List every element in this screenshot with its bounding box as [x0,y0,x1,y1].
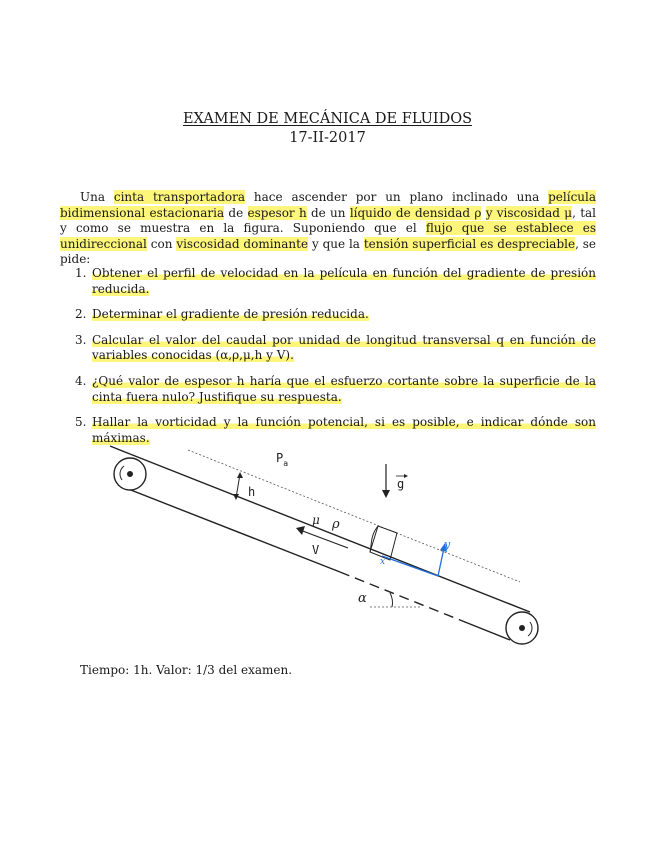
intro-text: y que la [308,236,364,251]
x-axis-line [382,556,438,576]
question-text: Determinar el gradiente de presión reducida. [92,307,369,322]
x-axis-label: x [380,557,386,567]
velocity-profile-sketch [370,526,397,560]
question-text: ¿Qué valor de espesor h haría que el esfuerzo cortante sobre la superficie de la cinta fuera nulo? Justifique su respuesta. [92,373,596,404]
free-surface-line [188,450,520,582]
arrow-head-icon [382,490,390,498]
belt-velocity-arrow [300,530,348,548]
angle-arc [390,593,392,607]
highlight-tension: tensión superficial es despreciable [363,236,576,251]
intro-text: , se pide: [60,236,597,267]
conveyor-belt-figure [100,440,560,660]
arrow-head-icon [404,474,408,478]
intro-text: con [146,236,177,251]
question-item [60,333,596,364]
belt-top-line [130,454,530,612]
question-number: 5. [75,415,87,430]
intro-text: de un [306,205,350,220]
exam-footer: Tiempo: 1h. Valor: 1/3 del examen. [80,663,293,677]
pressure-label-main: P [276,451,284,465]
highlight-densidad: líquido de densidad ρ [349,205,482,220]
viscosity-label: μ [312,513,320,527]
pressure-label [276,451,288,468]
problem-statement [60,190,596,268]
question-item [60,374,596,405]
question-number: 1. [75,266,87,280]
arrow-head-icon [296,526,305,535]
left-roller-axle [127,471,133,477]
exam-date: 17-II-2017 [289,130,366,146]
velocity-label: V [312,543,320,557]
exam-header [0,110,655,148]
question-text: Calcular el valor del caudal por unidad de longitud transversal q en función de variables conocidas (α,ρ,μ,h y V). [92,332,596,363]
belt-bottom-line [118,485,340,572]
intro-text: Una [80,190,114,204]
belt-bottom-line [460,620,510,640]
density-label: ρ [332,517,340,532]
arrow-head-icon [237,472,243,478]
highlight-viscosidad: y viscosidad μ [485,205,573,220]
highlight-pelicula: película bidimensional estacionaria [60,190,597,220]
y-axis-label: y [444,538,451,551]
angle-label: α [358,591,367,606]
question-number: 2. [75,307,87,322]
intro-text: hace ascender por un plano inclinado una [245,190,549,204]
exam-title: EXAMEN DE MECÁNICA DE FLUIDOS [182,111,473,127]
y-axis-line [438,548,444,576]
question-list [60,266,596,456]
question-item [60,307,596,323]
question-number: 4. [75,373,87,388]
question-text: Hallar la vorticidad y la función potencial, si es posible, e indicar dónde son máximas. [92,415,596,445]
question-text: Obtener el perfil de velocidad en la película en función del gradiente de presión reducida. [92,266,596,296]
highlight-viscosidad-dominante: viscosidad dominante [176,236,309,251]
right-roller-axle [519,625,525,631]
belt-top-line-dashed [110,446,130,454]
intro-text: , tal y como se muestra en la figura. Suponiendo que el [60,205,597,236]
highlight-cinta: cinta transportadora [113,190,246,204]
intro-text: de [224,205,248,220]
highlight-espesor: espesor h [247,205,307,220]
question-item [60,266,596,297]
thickness-label: h [248,485,256,499]
highlight-flujo: flujo que se establece es unidireccional [60,221,596,251]
gravity-label: g [397,477,405,491]
pressure-label-sub: a [283,459,289,468]
question-number: 3. [75,332,87,347]
